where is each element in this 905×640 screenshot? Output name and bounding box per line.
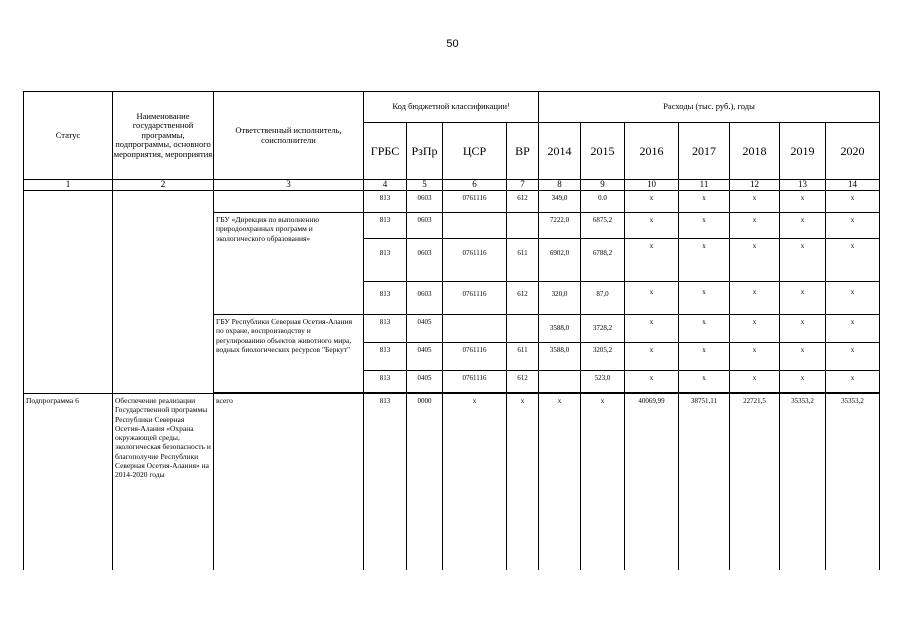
header-year-2015: 2015 (581, 123, 625, 180)
value-2019: х (780, 315, 826, 343)
csr-cell: 0761116 (443, 282, 507, 315)
vr-cell: 612 (507, 191, 539, 213)
value-2017: 38751,11 (679, 394, 730, 570)
value-2014: 349,0 (539, 191, 581, 213)
vr-cell (507, 213, 539, 239)
page-number: 50 (446, 38, 459, 50)
col-number: 12 (730, 180, 780, 191)
value-2020: х (826, 191, 880, 213)
value-2018: х (730, 213, 780, 239)
value-2017: х (679, 371, 730, 393)
value-2020: х (826, 371, 880, 393)
rzpr-cell: 0405 (407, 343, 443, 371)
grbs-cell: 813 (364, 394, 407, 570)
header-year-2018: 2018 (730, 123, 780, 180)
value-2016: х (625, 371, 679, 393)
value-2019: х (780, 343, 826, 371)
csr-cell (443, 315, 507, 343)
grbs-cell: 813 (364, 239, 407, 282)
rzpr-cell: 0603 (407, 282, 443, 315)
col-number: 8 (539, 180, 581, 191)
subprogram-name: Обеспечение реализации Государственной программы Республики Северная Осетия-Алания «Охрана окружающей среды, экологическая безопасность и благополучие Республики Северная Осетия-Алания» на 2014-2020 годы (113, 394, 214, 570)
col-number: 1 (24, 180, 113, 191)
value-2016: х (625, 315, 679, 343)
header-budget-code: Код бюджетной классификации¹ (364, 92, 539, 123)
header-year-2014: 2014 (539, 123, 581, 180)
value-2020: х (826, 343, 880, 371)
csr-cell: 0761116 (443, 191, 507, 213)
value-2019: х (780, 191, 826, 213)
header-code-csr: ЦСР (443, 123, 507, 180)
value-2019: х (780, 239, 826, 282)
value-2014: 3588,0 (539, 343, 581, 371)
value-2014 (539, 371, 581, 393)
header-year-2020: 2020 (826, 123, 880, 180)
value-2014: 320,0 (539, 282, 581, 315)
value-2017: х (679, 239, 730, 282)
col-number: 10 (625, 180, 679, 191)
csr-cell: 0761116 (443, 239, 507, 282)
rzpr-cell: 0603 (407, 239, 443, 282)
value-2018: х (730, 315, 780, 343)
header-executor: Ответственный исполнитель, соисполнители (214, 92, 364, 180)
col-number: 5 (407, 180, 443, 191)
value-2020: х (826, 315, 880, 343)
col-number: 11 (679, 180, 730, 191)
csr-cell: 0761116 (443, 343, 507, 371)
value-2015: 0.0 (581, 191, 625, 213)
value-2014: 3588,0 (539, 315, 581, 343)
vr-cell: 611 (507, 239, 539, 282)
col-number: 2 (113, 180, 214, 191)
value-2017: х (679, 282, 730, 315)
value-2018: х (730, 343, 780, 371)
vr-cell (507, 315, 539, 343)
col-number: 14 (826, 180, 880, 191)
rzpr-cell: 0603 (407, 191, 443, 213)
table-row (24, 394, 880, 570)
col-number: 7 (507, 180, 539, 191)
csr-cell: 0761116 (443, 371, 507, 393)
subprogram-status: Подпрограмма 6 (24, 394, 113, 570)
status-cell-empty (24, 191, 113, 394)
value-2016: х (625, 282, 679, 315)
csr-cell: х (443, 394, 507, 570)
value-2019: х (780, 282, 826, 315)
value-2015: 3728,2 (581, 315, 625, 343)
grbs-cell: 813 (364, 315, 407, 343)
header-expenses: Расходы (тыс. руб.), годы (539, 92, 880, 123)
value-2017: х (679, 191, 730, 213)
value-2018: х (730, 191, 780, 213)
vr-cell: 611 (507, 343, 539, 371)
grbs-cell: 813 (364, 213, 407, 239)
header-code-grbs: ГРБС (364, 123, 407, 180)
rzpr-cell: 0405 (407, 371, 443, 393)
value-2020: х (826, 213, 880, 239)
value-2019: х (780, 371, 826, 393)
executor-cell-empty (214, 191, 364, 213)
vr-cell: 612 (507, 371, 539, 393)
value-2020: х (826, 239, 880, 282)
header-year-2016: 2016 (625, 123, 679, 180)
header-code-rzpr: РзПр (407, 123, 443, 180)
rzpr-cell: 0405 (407, 315, 443, 343)
executor-total: всего (214, 394, 364, 570)
executor-gbu-directorate: ГБУ «Дирекция по выполнению природоохранных программ и экологического образования» (214, 213, 364, 315)
value-2015: 87,0 (581, 282, 625, 315)
value-2015: 523,0 (581, 371, 625, 393)
executor-gbu-berkut: ГБУ Республики Северная Осетия-Алания по охране, воспроизводству и регулированию объектов животного мира, водных биологических ресурсов "Беркут" (214, 315, 364, 393)
header-year-2017: 2017 (679, 123, 730, 180)
grbs-cell: 813 (364, 343, 407, 371)
value-2018: х (730, 239, 780, 282)
col-number: 6 (443, 180, 507, 191)
value-2017: х (679, 343, 730, 371)
value-2019: х (780, 213, 826, 239)
value-2019: 35353,2 (780, 394, 826, 570)
header-name: Наименование государственной программы, подпрограммы, основного мероприятия, мероприятия (113, 92, 214, 180)
value-2015: 6875,2 (581, 213, 625, 239)
value-2016: х (625, 191, 679, 213)
header-year-2019: 2019 (780, 123, 826, 180)
value-2015: 3205,2 (581, 343, 625, 371)
vr-cell: 612 (507, 282, 539, 315)
budget-table (23, 91, 880, 570)
rzpr-cell: 0603 (407, 213, 443, 239)
col-number: 9 (581, 180, 625, 191)
header-code-vr: ВР (507, 123, 539, 180)
value-2017: х (679, 315, 730, 343)
value-2018: х (730, 371, 780, 393)
table-row (24, 191, 880, 213)
value-2015: 6788,2 (581, 239, 625, 282)
grbs-cell: 813 (364, 371, 407, 393)
value-2018: х (730, 282, 780, 315)
value-2018: 22721,5 (730, 394, 780, 570)
col-number: 13 (780, 180, 826, 191)
col-number: 4 (364, 180, 407, 191)
name-cell-empty (113, 191, 214, 394)
grbs-cell: 813 (364, 191, 407, 213)
value-2014: х (539, 394, 581, 570)
csr-cell (443, 213, 507, 239)
col-number: 3 (214, 180, 364, 191)
value-2016: х (625, 239, 679, 282)
column-number-row (24, 180, 880, 191)
value-2014: 6902,0 (539, 239, 581, 282)
rzpr-cell: 0000 (407, 394, 443, 570)
value-2015: х (581, 394, 625, 570)
value-2016: 40069,99 (625, 394, 679, 570)
value-2020: х (826, 282, 880, 315)
value-2017: х (679, 213, 730, 239)
value-2016: х (625, 343, 679, 371)
value-2014: 7222,0 (539, 213, 581, 239)
value-2020: 35353,2 (826, 394, 880, 570)
grbs-cell: 813 (364, 282, 407, 315)
vr-cell: х (507, 394, 539, 570)
header-status: Статус (24, 92, 113, 180)
value-2016: х (625, 213, 679, 239)
